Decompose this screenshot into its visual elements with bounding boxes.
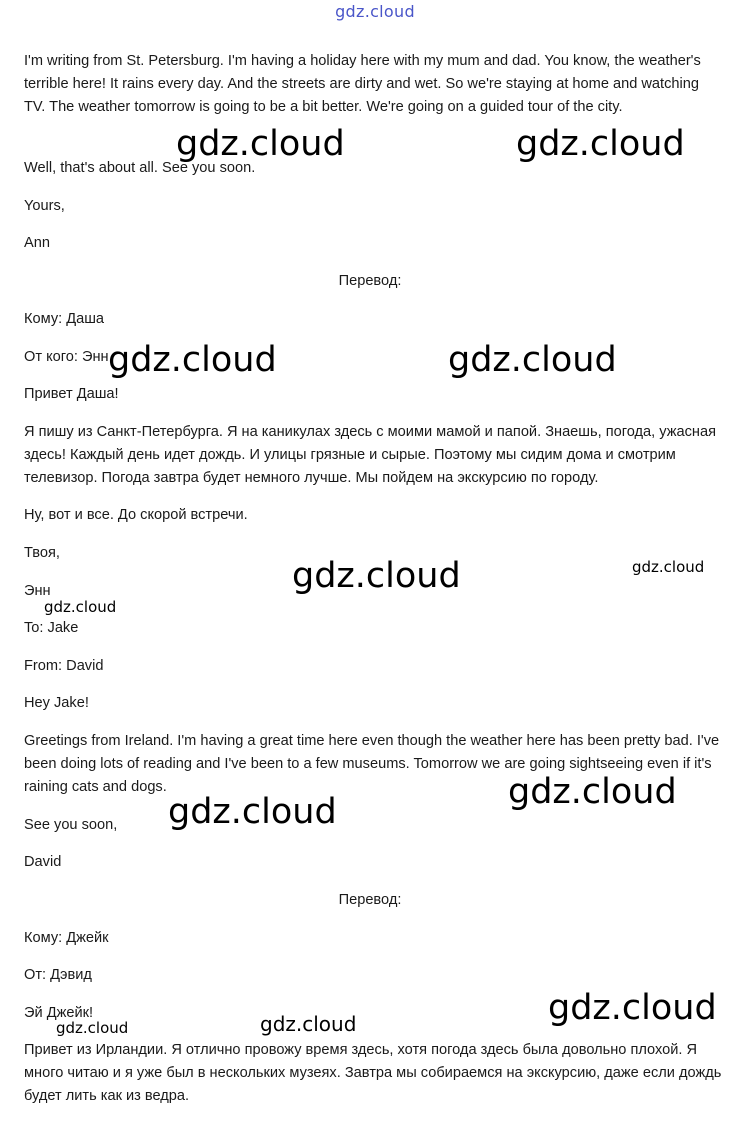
translation1-closing: Ну, вот и все. До скорой встречи. (24, 507, 248, 523)
letter2-body: Greetings from Ireland. I'm having a great time here even though the weather here has been pretty bad. I've been doing lots of reading and I've been to a few museums. Tomorrow we are going sightseeing even if it's raining cats and dogs. (24, 733, 720, 795)
watermark: gdz.cloud (56, 1019, 129, 1037)
letter2-name: David (24, 854, 62, 870)
watermark: gdz.cloud (508, 772, 677, 812)
translation1-signoff: Твоя, (24, 545, 60, 561)
watermark: gdz.cloud (632, 558, 705, 576)
translation1-heading: Перевод: (338, 273, 402, 289)
letter2-closing: See you soon, (24, 817, 118, 833)
translation2-to: Кому: Джейк (24, 930, 109, 946)
header-watermark: gdz.cloud (335, 2, 415, 21)
letter2-greeting: Hey Jake! (24, 695, 89, 711)
watermark: gdz.cloud (516, 124, 685, 164)
watermark: gdz.cloud (548, 988, 717, 1028)
watermark: gdz.cloud (448, 340, 617, 380)
watermark: gdz.cloud (260, 1012, 357, 1036)
translation1-greeting: Привет Даша! (24, 386, 119, 402)
watermark: gdz.cloud (44, 598, 117, 616)
translation2-body: Привет из Ирландии. Я отлично провожу время здесь, хотя погода здесь была довольно плохой. Я много читаю и я уже был в нескольких музеях. Завтра мы собираемся на экскурсию, даже если дождь будет лить как из ведра. (24, 1042, 722, 1104)
watermark: gdz.cloud (176, 124, 345, 164)
watermark: gdz.cloud (108, 340, 277, 380)
translation2-heading: Перевод: (338, 892, 402, 908)
letter2-from: From: David (24, 658, 104, 674)
translation1-name: Энн (24, 583, 51, 599)
watermark: gdz.cloud (168, 792, 337, 832)
translation2-from: От: Дэвид (24, 967, 92, 983)
translation1-from: От кого: Энн (24, 349, 109, 365)
translation2-greeting: Эй Джейк! (24, 1005, 94, 1021)
letter1-signoff: Yours, (24, 198, 65, 214)
letter1-name: Ann (24, 235, 50, 251)
translation1-body: Я пишу из Санкт-Петербурга. Я на каникулах здесь с моими мамой и папой. Знаешь, погода, ужасная здесь! Каждый день идет дождь. И улицы грязные и сырые. Поэтому мы сидим дома и смотрим телевизор. Погода завтра будет немного лучше. Мы пойдем на экскурсию по городу. (24, 424, 716, 486)
translation1-to: Кому: Даша (24, 311, 105, 327)
letter1-body: I'm writing from St. Petersburg. I'm having a holiday here with my mum and dad. You know, the weather's terrible here! It rains every day. And the streets are dirty and wet. So we're staying at home and watching TV. The weather tomorrow is going to be a bit better. We're going on a guided tour of the city. (24, 53, 701, 115)
watermark: gdz.cloud (292, 556, 461, 596)
letter2-to: To: Jake (24, 620, 79, 636)
letter1-closing: Well, that's about all. See you soon. (24, 160, 256, 176)
